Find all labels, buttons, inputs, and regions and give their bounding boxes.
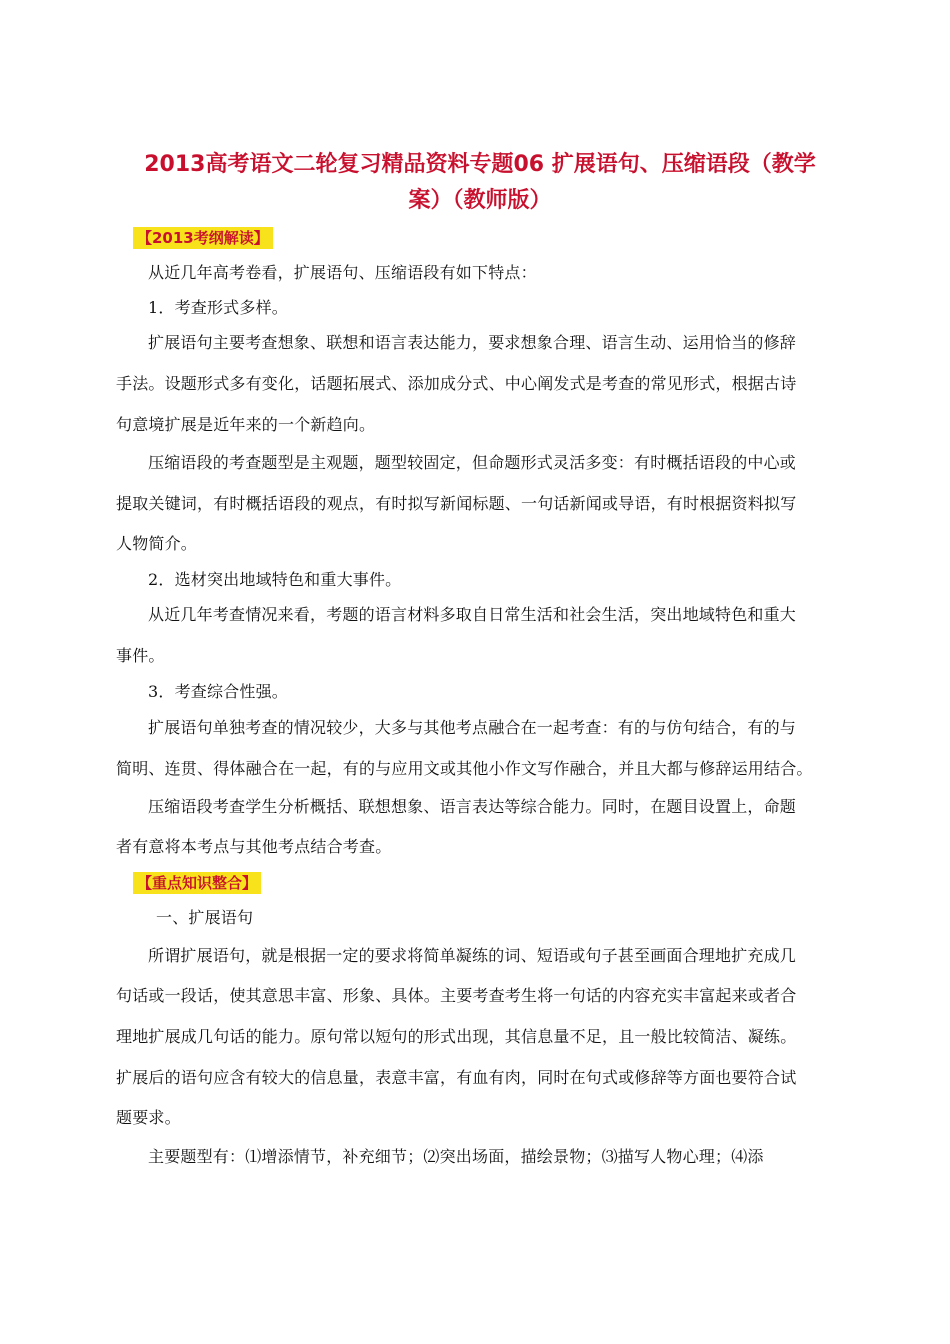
- paragraph-line: 人物简介。: [116, 534, 198, 553]
- paragraph-line: 从近几年考查情况来看，考题的语言材料多取自日常生活和社会生活，突出地域特色和重大: [148, 605, 797, 624]
- subheading-line: 一、扩展语句: [156, 908, 254, 927]
- paragraph-line: 题要求。: [116, 1108, 181, 1127]
- paragraph-line: 从近几年高考卷看，扩展语句、压缩语段有如下特点：: [148, 263, 537, 282]
- paragraph-line: 主要题型有：⑴增添情节，补充细节；⑵突出场面，描绘景物；⑶描写人物心理；⑷添: [148, 1147, 764, 1166]
- title-line-2: 案）（教师版）: [408, 188, 552, 213]
- paragraph-line: 3．考查综合性强。: [148, 682, 288, 701]
- paragraph-line: 句话或一段话，使其意思丰富、形象、具体。主要考查考生将一句话的内容充实丰富起来或者合: [116, 986, 797, 1005]
- paragraph-line: 压缩语段考查学生分析概括、联想想象、语言表达等综合能力。同时，在题目设置上，命题: [148, 797, 797, 816]
- paragraph-line: 者有意将本考点与其他考点结合考查。: [116, 837, 392, 856]
- paragraph-line: 扩展后的语句应含有较大的信息量，表意丰富，有血有肉，同时在句式或修辞等方面也要符合试: [116, 1068, 797, 1087]
- paragraph-line: 事件。: [116, 646, 165, 665]
- paragraph-line: 句意境扩展是近年来的一个新趋向。: [116, 415, 376, 434]
- paragraph-line: 2．选材突出地域特色和重大事件。: [148, 570, 402, 589]
- paragraph-line: 扩展语句单独考查的情况较少，大多与其他考点融合在一起考查：有的与仿句结合，有的与: [148, 718, 797, 737]
- paragraph-line: 压缩语段的考查题型是主观题，题型较固定，但命题形式灵活多变：有时概括语段的中心或: [148, 453, 797, 472]
- title-line-1: 2013高考语文二轮复习精品资料专题06 扩展语句、压缩语段（教学: [144, 152, 816, 177]
- paragraph-line: 1．考查形式多样。: [148, 298, 288, 317]
- paragraph-line: 扩展语句主要考查想象、联想和语言表达能力，要求想象合理、语言生动、运用恰当的修辞: [148, 333, 797, 352]
- paragraph-line: 理地扩展成几句话的能力。原句常以短句的形式出现，其信息量不足，且一般比较简洁、凝练。: [116, 1027, 797, 1046]
- paragraph-line: 简明、连贯、得体融合在一起，有的与应用文或其他小作文写作融合，并且大都与修辞运用结合。: [116, 759, 813, 778]
- section-tag-exam-outline: 【2013考纲解读】: [133, 227, 273, 249]
- paragraph-line: 所谓扩展语句，就是根据一定的要求将简单凝练的词、短语或句子甚至画面合理地扩充成几: [148, 946, 797, 965]
- paragraph-line: 手法。设题形式多有变化，话题拓展式、添加成分式、中心阐发式是考查的常见形式，根据古诗: [116, 374, 797, 393]
- paragraph-line: 提取关键词，有时概括语段的观点，有时拟写新闻标题、一句话新闻或导语，有时根据资料拟写: [116, 494, 797, 513]
- section-tag-key-knowledge: 【重点知识整合】: [133, 872, 261, 894]
